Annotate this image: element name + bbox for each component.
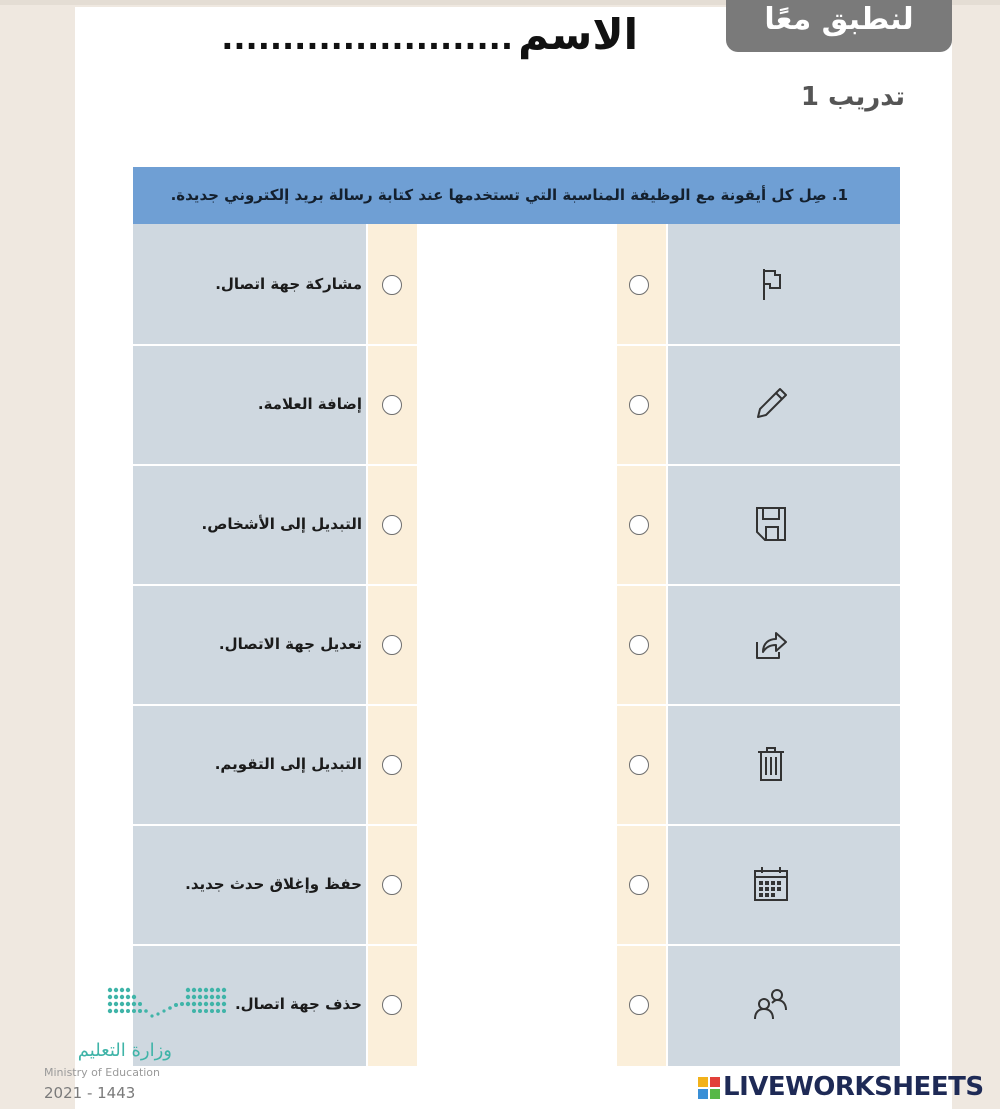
function-label: تعديل جهة الاتصال. xyxy=(218,635,362,653)
liveworksheets-brand xyxy=(698,1070,998,1106)
share-icon xyxy=(749,622,793,666)
function-label: التبديل إلى الأشخاص. xyxy=(201,515,362,533)
label-connector[interactable] xyxy=(382,875,402,895)
instruction-bar: 1. صِل كل أيقونة مع الوظيفة المناسبة التي تستخدمها عند كتابة رسالة بريد إلكتروني جديدة. xyxy=(133,167,900,224)
save-icon xyxy=(749,502,793,546)
icon-connector[interactable] xyxy=(629,755,649,775)
name-dots: ........................ xyxy=(221,19,513,57)
icon-connector[interactable] xyxy=(629,395,649,415)
match-row xyxy=(133,224,900,344)
match-row xyxy=(133,824,900,944)
ministry-name-arabic: وزارة التعليم xyxy=(77,1040,172,1061)
match-row xyxy=(133,704,900,824)
label-connector[interactable] xyxy=(382,635,402,655)
pencil-icon xyxy=(749,382,793,426)
icon-connector[interactable] xyxy=(629,275,649,295)
ministry-logo xyxy=(40,980,240,1105)
function-label: مشاركة جهة اتصال. xyxy=(215,275,362,293)
calendar-icon xyxy=(749,862,793,906)
edition-year: 2021 - 1443 xyxy=(44,1084,136,1102)
people-icon xyxy=(749,982,793,1026)
function-label: حذف جهة اتصال. xyxy=(234,995,362,1013)
name-label: الاسم xyxy=(518,10,638,59)
label-connector[interactable] xyxy=(382,755,402,775)
label-connector[interactable] xyxy=(382,275,402,295)
match-row xyxy=(133,584,900,704)
label-connector[interactable] xyxy=(382,995,402,1015)
ministry-name-english: Ministry of Education xyxy=(44,1066,161,1079)
matching-grid xyxy=(133,224,900,1066)
icon-connector[interactable] xyxy=(629,875,649,895)
function-label: حفظ وإغلاق حدث جديد. xyxy=(185,875,362,893)
function-label: إضافة العلامة. xyxy=(257,395,362,413)
ministry-emblem-icon xyxy=(106,984,236,1030)
match-row xyxy=(133,464,900,584)
flag-icon xyxy=(749,262,793,306)
function-label: التبديل إلى التقويم. xyxy=(214,755,362,773)
exercise-title: تدريب 1 xyxy=(800,82,905,112)
trash-icon xyxy=(749,742,793,786)
match-row xyxy=(133,344,900,464)
icon-connector[interactable] xyxy=(629,995,649,1015)
label-connector[interactable] xyxy=(382,515,402,535)
liveworksheets-wordmark: LIVEWORKSHEETS xyxy=(723,1072,984,1102)
name-field xyxy=(118,10,638,74)
icon-connector[interactable] xyxy=(629,515,649,535)
match-row xyxy=(133,944,900,1064)
section-tag: لنطبق معًا xyxy=(726,0,952,52)
liveworksheets-logo-icon xyxy=(698,1077,720,1099)
icon-connector[interactable] xyxy=(629,635,649,655)
label-connector[interactable] xyxy=(382,395,402,415)
